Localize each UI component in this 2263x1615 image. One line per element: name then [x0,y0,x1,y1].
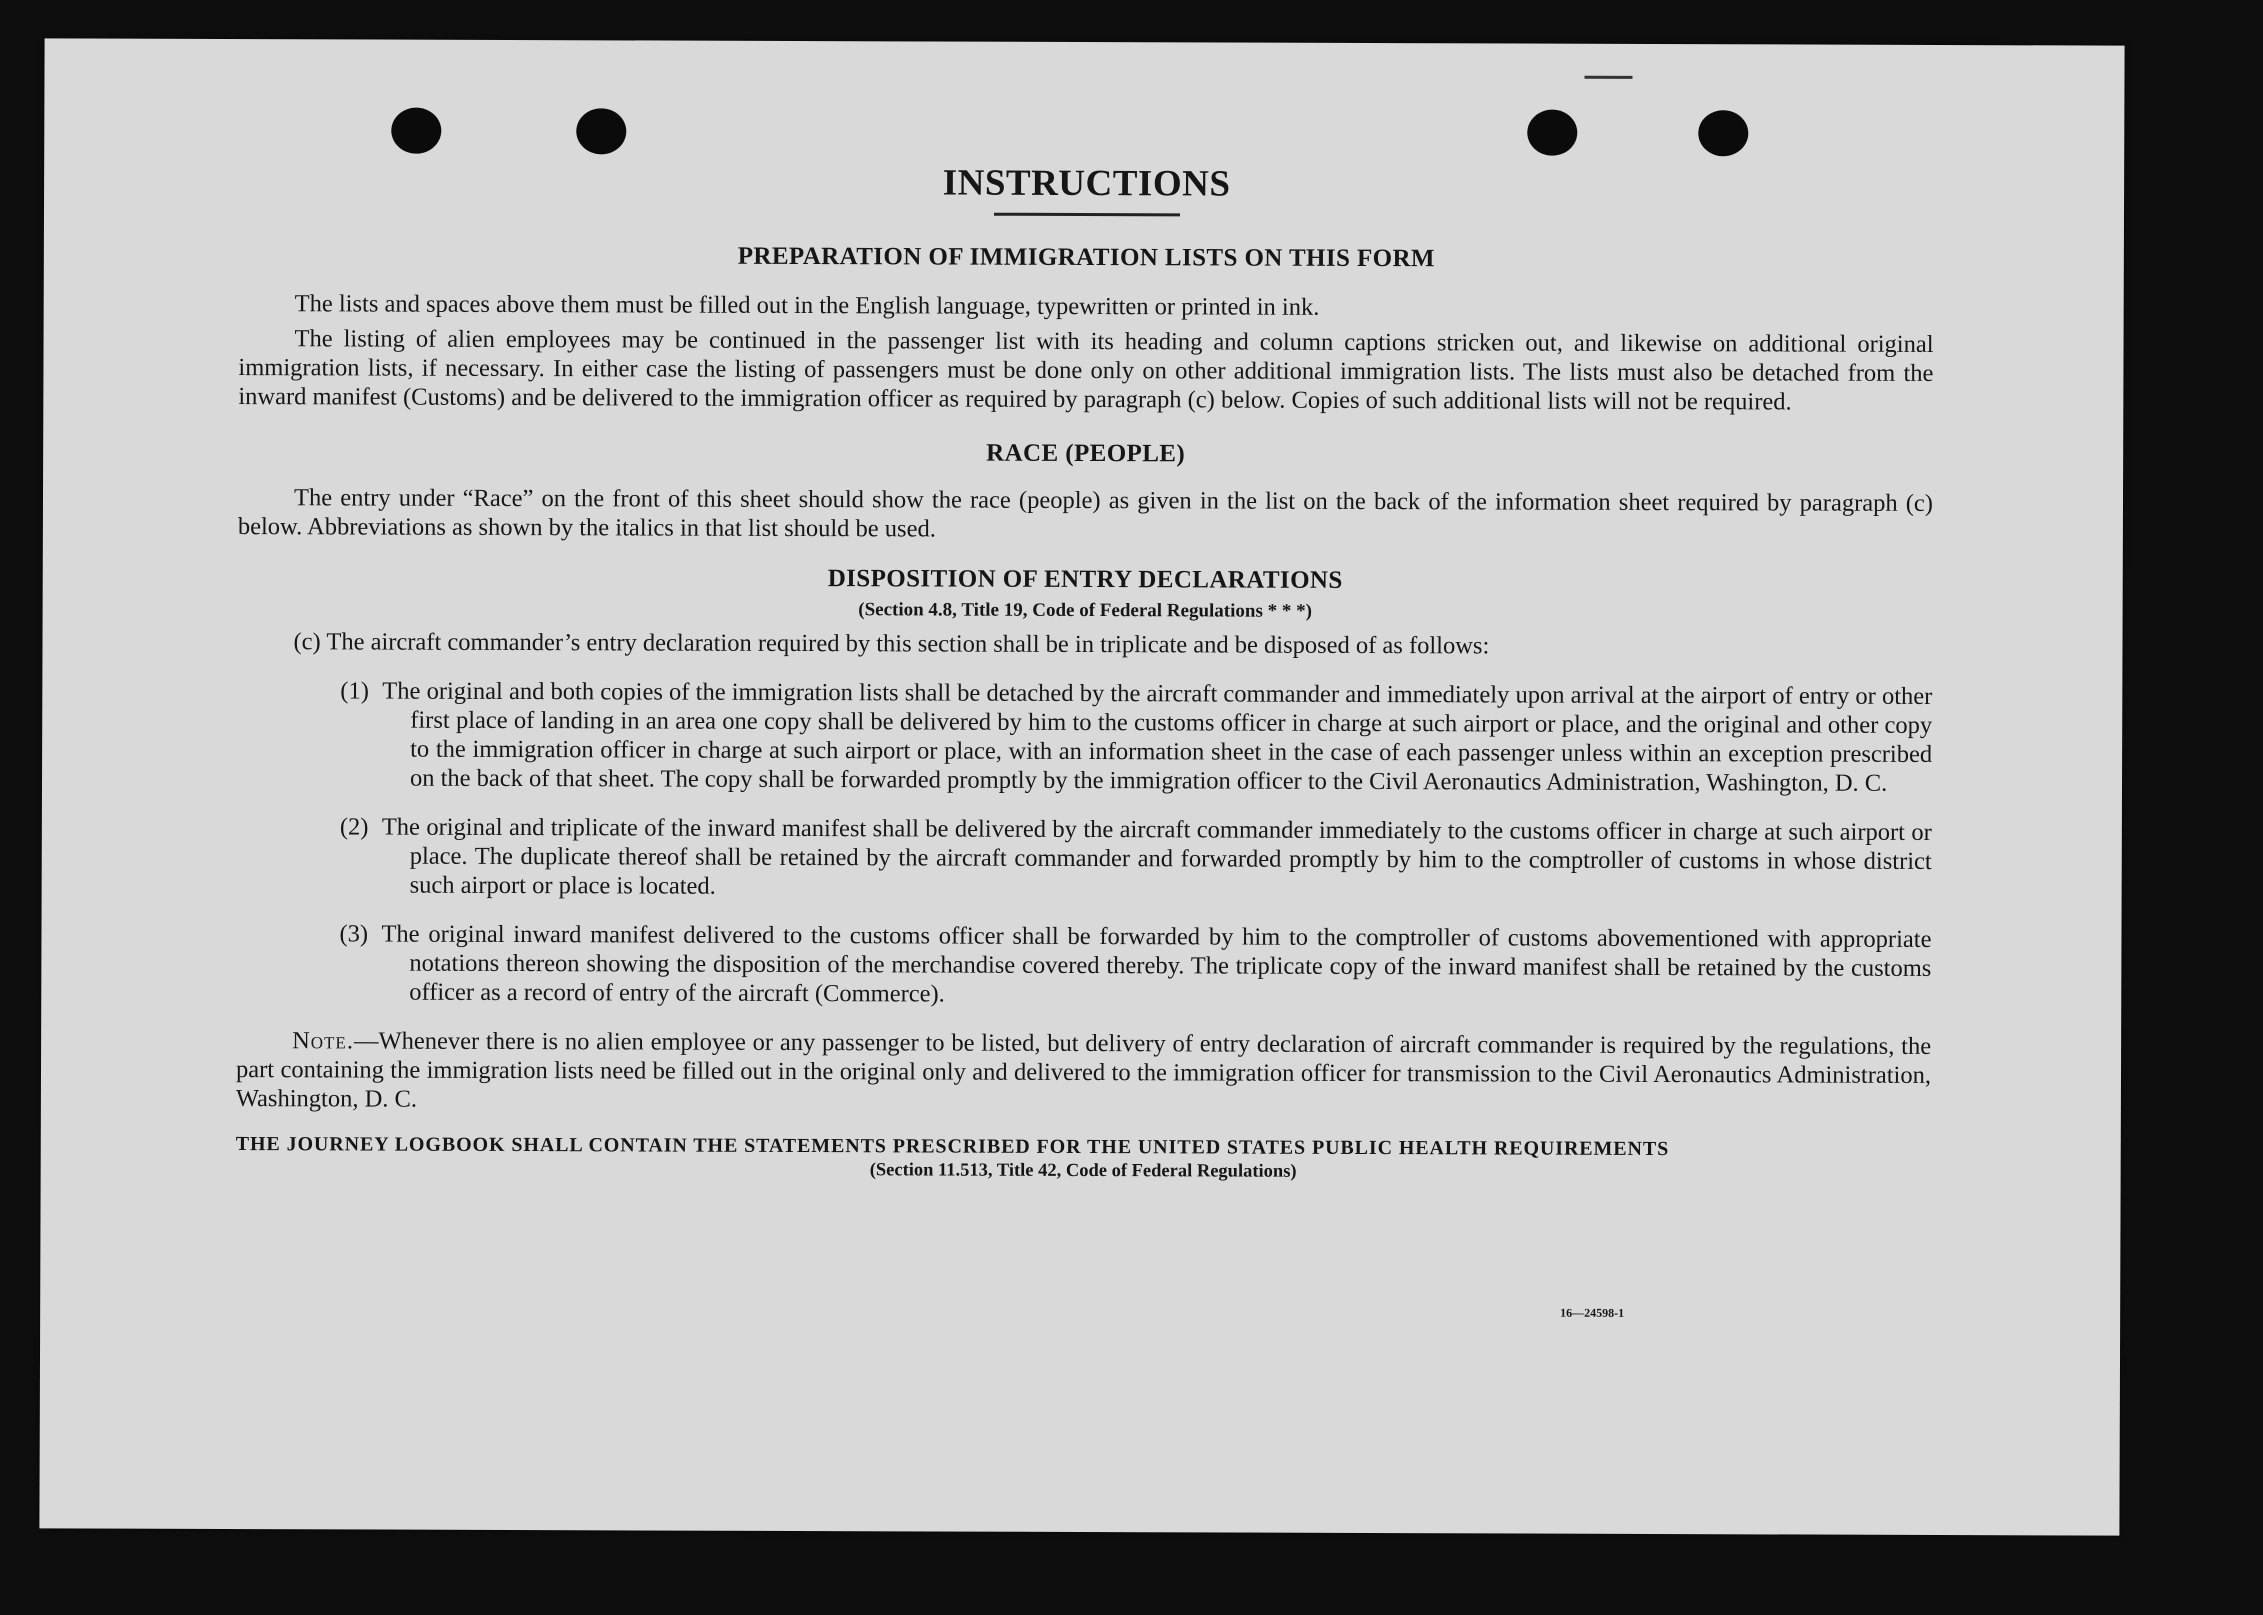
note-label: Note. [292,1027,355,1055]
item-text: The original and triplicate of the inward manifest shall be delivered by the aircraft commander immediately to the customs officer in charge at such airport or place. The duplicate thereof shall be retained by the aircraft commander and forwarded promptly by him to the comptroller of customs in whose district such airport or place is located. [381,813,1932,900]
race-heading: RACE (PEOPLE) [986,439,1186,468]
title-underline [993,213,1179,217]
journey-logbook-statement: THE JOURNEY LOGBOOK SHALL CONTAIN THE STATEMENTS PRESCRIBED FOR THE UNITED STATES PUBLIC HEALTH REQUIREMENTS [235,1133,1670,1161]
note-paragraph [236,1026,1931,1119]
journey-citation: (Section 11.513, Title 42, Code of Federal Regulations) [869,1160,1297,1182]
disposition-item-1 [237,676,1932,798]
instructions-content [236,111,1935,1185]
preparation-paragraph-1: The lists and spaces above them must be filled out in the English language, typewritten or printed in ink. [294,290,1320,321]
item-number: (2) [339,813,369,841]
preparation-paragraph-2: The listing of alien employees may be continued in the passenger list with its heading and column captions stricken out, and likewise on additional original immigration lists, if necessary. In either case the listing of passengers must be done only on other additional immigration lists. The lists must also be detached from the inward manifest (Customs) and be delivered to the immigration officer as required by paragraph (c) below. Copies of such additional lists will not be required. [238,325,1934,416]
document-page [39,38,2124,1535]
disposition-item-2 [237,812,1932,905]
item-text: The original and both copies of the immigration lists shall be detached by the aircraft commander and immediately upon arrival at the airport of entry or other first place of landing in an area one copy shall be delivered by him to the customs officer in charge at such airport or place, and the original and other copy to the immigration officer in charge at such airport or place, with an information sheet in the case of each passenger unless within an exception prescribed on the back of that sheet. The copy shall be forwarded promptly by the immigration officer to the Civil Aeronautics Administration, Washington, D. C. [382,677,1933,797]
disposition-intro: (c) The aircraft commander’s entry declaration required by this section shall be in triplicate and be disposed of as follows: [293,628,1490,660]
disposition-item-3 [236,919,1931,1012]
disposition-heading: DISPOSITION OF ENTRY DECLARATIONS [827,565,1343,594]
item-number: (1) [340,677,369,705]
page-title: INSTRUCTIONS [942,162,1231,205]
note-text: —Whenever there is no alien employee or any passenger to be listed, but delivery of entry declaration of aircraft commander is required by the regulations, the part containing the immigration lists need be filled out in the original only and delivered to the immigration officer for transmission to the Civil Aeronautics Administration, Washington, D. C. [235,1027,1932,1113]
preparation-heading: PREPARATION OF IMMIGRATION LISTS ON THIS FORM [737,242,1436,273]
item-number: (3) [339,920,369,948]
form-number: 16—24598-1 [1560,1305,1625,1320]
disposition-citation: (Section 4.8, Title 19, Code of Federal Regulations * * *) [858,599,1312,622]
edge-mark [1584,76,1632,79]
item-text: The original inward manifest delivered to the customs officer shall be forwarded by him to the comptroller of customs abovementioned with appropriate notations thereon showing the disposition of the merchandise covered thereby. The triplicate copy of the inward manifest shall be retained by the customs officer as a record of entry of the aircraft (Commerce). [381,920,1932,1008]
race-paragraph: The entry under “Race” on the front of this sheet should show the race (people) as given in the list on the back of the information sheet required by paragraph (c) below. Abbreviations as shown by the italics in that list should be used. [237,484,1934,543]
